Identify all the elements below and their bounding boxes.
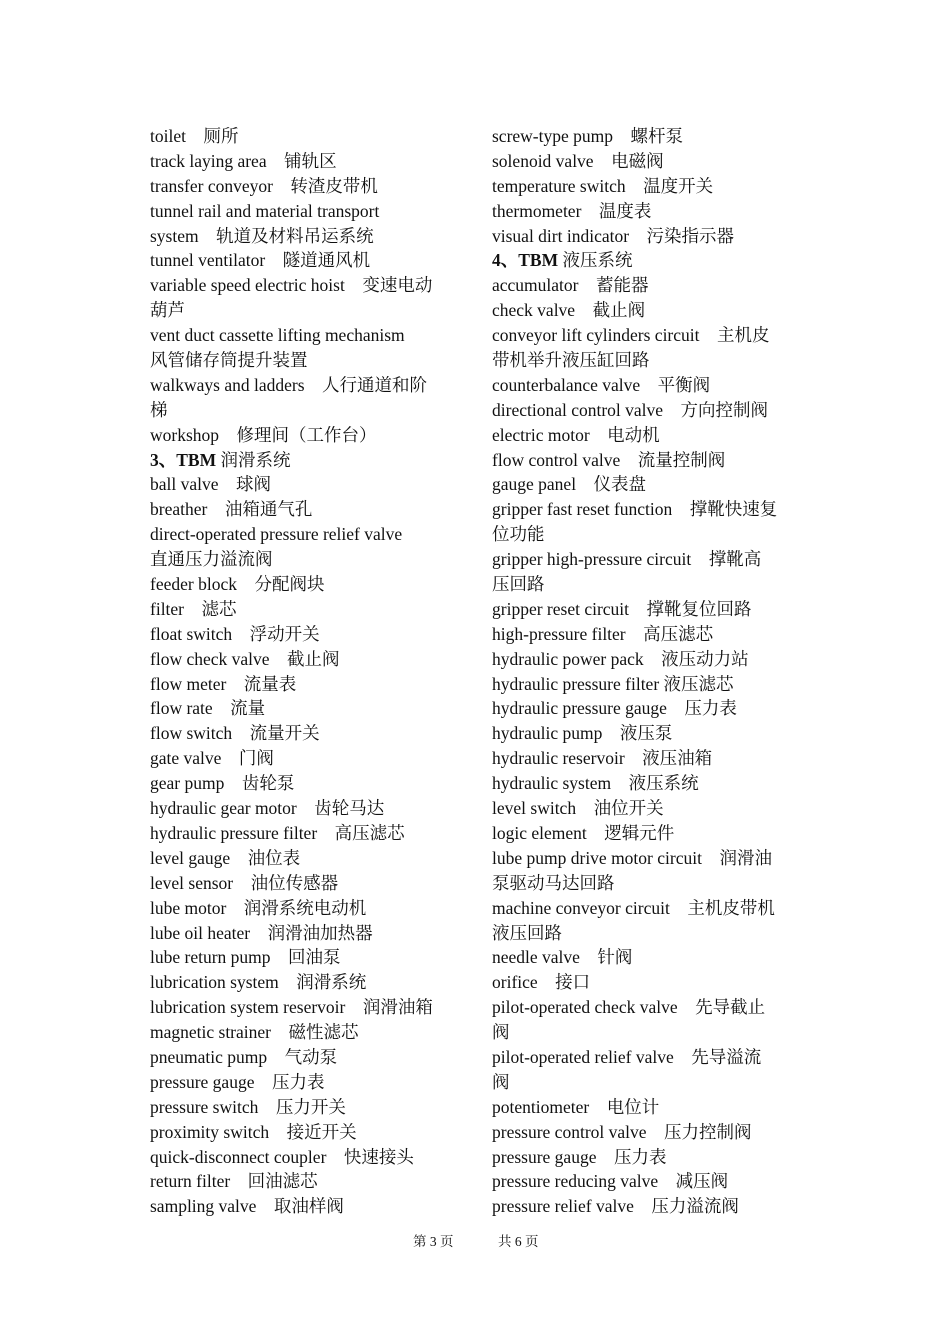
glossary-line: lube oil heater 润滑油加热器	[150, 922, 373, 943]
glossary-line: orifice 接口	[492, 972, 591, 993]
glossary-line: vent duct cassette lifting mechanism	[150, 325, 405, 346]
glossary-line: flow meter 流量表	[150, 673, 297, 694]
glossary-line: hydraulic pump 液压泵	[492, 723, 673, 744]
glossary-line: quick-disconnect coupler 快速接头	[150, 1146, 414, 1167]
glossary-line: hydraulic pressure filter 高压滤芯	[150, 822, 405, 843]
glossary-line: 阀	[492, 1022, 510, 1043]
glossary-line: toilet 厕所	[150, 126, 239, 146]
glossary-line: transfer conveyor 转渣皮带机	[150, 175, 378, 196]
section-title: 润滑系统	[216, 449, 291, 470]
glossary-line: workshop 修理间（工作台）	[150, 424, 377, 445]
glossary-line: machine conveyor circuit 主机皮带机	[492, 897, 775, 918]
glossary-line: gripper high-pressure circuit 撑靴高	[492, 549, 762, 570]
glossary-line: pressure gauge 压力表	[150, 1071, 325, 1092]
right-column	[492, 124, 804, 1219]
glossary-line: 葫芦	[150, 300, 185, 321]
glossary-line: hydraulic reservoir 液压油箱	[492, 748, 713, 769]
section-heading	[492, 248, 804, 273]
glossary-line: thermometer 温度表	[492, 200, 652, 221]
glossary-line: walkways and ladders 人行通道和阶	[150, 374, 428, 395]
glossary-line: gear pump 齿轮泵	[150, 773, 295, 794]
glossary-line: gripper fast reset function 撑靴快速复	[492, 499, 778, 520]
glossary-line: logic element 逻辑元件	[492, 822, 675, 843]
glossary-line: 直通压力溢流阀	[150, 549, 273, 570]
glossary-line: level gauge 油位表	[150, 847, 301, 868]
glossary-line: needle valve 针阀	[492, 947, 633, 968]
page-number-current: 第 3 页	[413, 1234, 454, 1249]
glossary-line: gauge panel 仪表盘	[492, 474, 647, 495]
glossary-line: pressure reducing valve 减压阀	[492, 1171, 729, 1192]
glossary-line: directional control valve 方向控制阀	[492, 399, 769, 420]
glossary-line: ball valve 球阀	[150, 474, 272, 495]
glossary-line: flow switch 流量开关	[150, 723, 320, 744]
glossary-line: 位功能	[492, 524, 545, 545]
glossary-line: variable speed electric hoist 变速电动	[150, 275, 433, 296]
glossary-line: float switch 浮动开关	[150, 623, 320, 644]
glossary-line: lube return pump 回油泵	[150, 947, 341, 968]
glossary-line: gate valve 门阀	[150, 748, 274, 769]
glossary-line: 风管储存筒提升装置	[150, 350, 308, 371]
glossary-line: conveyor lift cylinders circuit 主机皮	[492, 325, 770, 346]
glossary-line: level switch 油位开关	[492, 798, 664, 819]
glossary-line: lube motor 润滑系统电动机	[150, 897, 367, 918]
glossary-line: pilot-operated check valve 先导截止	[492, 997, 766, 1018]
glossary-line: visual dirt indicator 污染指示器	[492, 225, 735, 246]
section-heading	[150, 448, 462, 473]
glossary-line: hydraulic pressure filter 液压滤芯	[492, 673, 734, 694]
glossary-line: pressure gauge 压力表	[492, 1146, 667, 1167]
glossary-line: flow rate 流量	[150, 698, 266, 719]
glossary-line: pressure switch 压力开关	[150, 1096, 346, 1117]
glossary-line: potentiometer 电位计	[492, 1096, 660, 1117]
glossary-line: 压回路	[492, 574, 545, 595]
glossary-line: filter 滤芯	[150, 598, 237, 619]
glossary-line: feeder block 分配阀块	[150, 574, 325, 595]
glossary-line: electric motor 电动机	[492, 424, 660, 445]
glossary-line: accumulator 蓄能器	[492, 275, 649, 296]
glossary-line: pilot-operated relief valve 先导溢流	[492, 1046, 762, 1067]
glossary-line: hydraulic power pack 液压动力站	[492, 648, 749, 669]
glossary-line: pneumatic pump 气动泵	[150, 1046, 338, 1067]
glossary-line: screw-type pump 螺杆泵	[492, 126, 684, 146]
section-number: 3、	[150, 449, 177, 470]
glossary-line: 阀	[492, 1071, 510, 1092]
glossary-line: pressure control valve 压力控制阀	[492, 1121, 752, 1142]
glossary-line: 液压回路	[492, 922, 562, 943]
glossary-line: gripper reset circuit 撑靴复位回路	[492, 598, 752, 619]
glossary-line: tunnel rail and material transport	[150, 200, 380, 221]
glossary-line: check valve 截止阀	[492, 300, 646, 321]
section-number: 4、	[492, 250, 519, 271]
glossary-line: 梯	[150, 399, 168, 420]
glossary-line: magnetic strainer 磁性滤芯	[150, 1022, 359, 1043]
glossary-line: high-pressure filter 高压滤芯	[492, 623, 714, 644]
left-column	[150, 124, 462, 1219]
glossary-line: temperature switch 温度开关	[492, 175, 714, 196]
glossary-line: counterbalance valve 平衡阀	[492, 374, 711, 395]
glossary-line: 泵驱动马达回路	[492, 872, 615, 893]
glossary-line: pressure relief valve 压力溢流阀	[492, 1196, 739, 1217]
glossary-line: breather 油箱通气孔	[150, 499, 313, 520]
glossary-line: proximity switch 接近开关	[150, 1121, 357, 1142]
glossary-line: hydraulic pressure gauge 压力表	[492, 698, 737, 719]
glossary-line: tunnel ventilator 隧道通风机	[150, 250, 371, 271]
glossary-line: sampling valve 取油样阀	[150, 1196, 344, 1217]
glossary-line: solenoid valve 电磁阀	[492, 150, 664, 171]
glossary-line: lubrication system 润滑系统	[150, 972, 367, 993]
glossary-line: 带机举升液压缸回路	[492, 350, 650, 371]
glossary-line: hydraulic gear motor 齿轮马达	[150, 798, 385, 819]
glossary-line: flow check valve 截止阀	[150, 648, 340, 669]
section-acronym: TBM	[176, 449, 217, 470]
glossary-line: flow control valve 流量控制阀	[492, 449, 726, 470]
glossary-line: track laying area 铺轨区	[150, 150, 337, 171]
glossary-line: direct-operated pressure relief valve	[150, 524, 403, 545]
glossary-line: hydraulic system 液压系统	[492, 773, 699, 794]
glossary-line: lubrication system reservoir 润滑油箱	[150, 997, 433, 1018]
glossary-line: level sensor 油位传感器	[150, 872, 339, 893]
glossary-line: lube pump drive motor circuit 润滑油	[492, 847, 772, 868]
glossary-line: return filter 回油滤芯	[150, 1171, 318, 1192]
section-title: 液压系统	[558, 250, 633, 271]
glossary-line: system 轨道及材料吊运系统	[150, 225, 374, 246]
page-number-total: 共 6 页	[498, 1234, 539, 1249]
section-acronym: TBM	[518, 250, 559, 271]
